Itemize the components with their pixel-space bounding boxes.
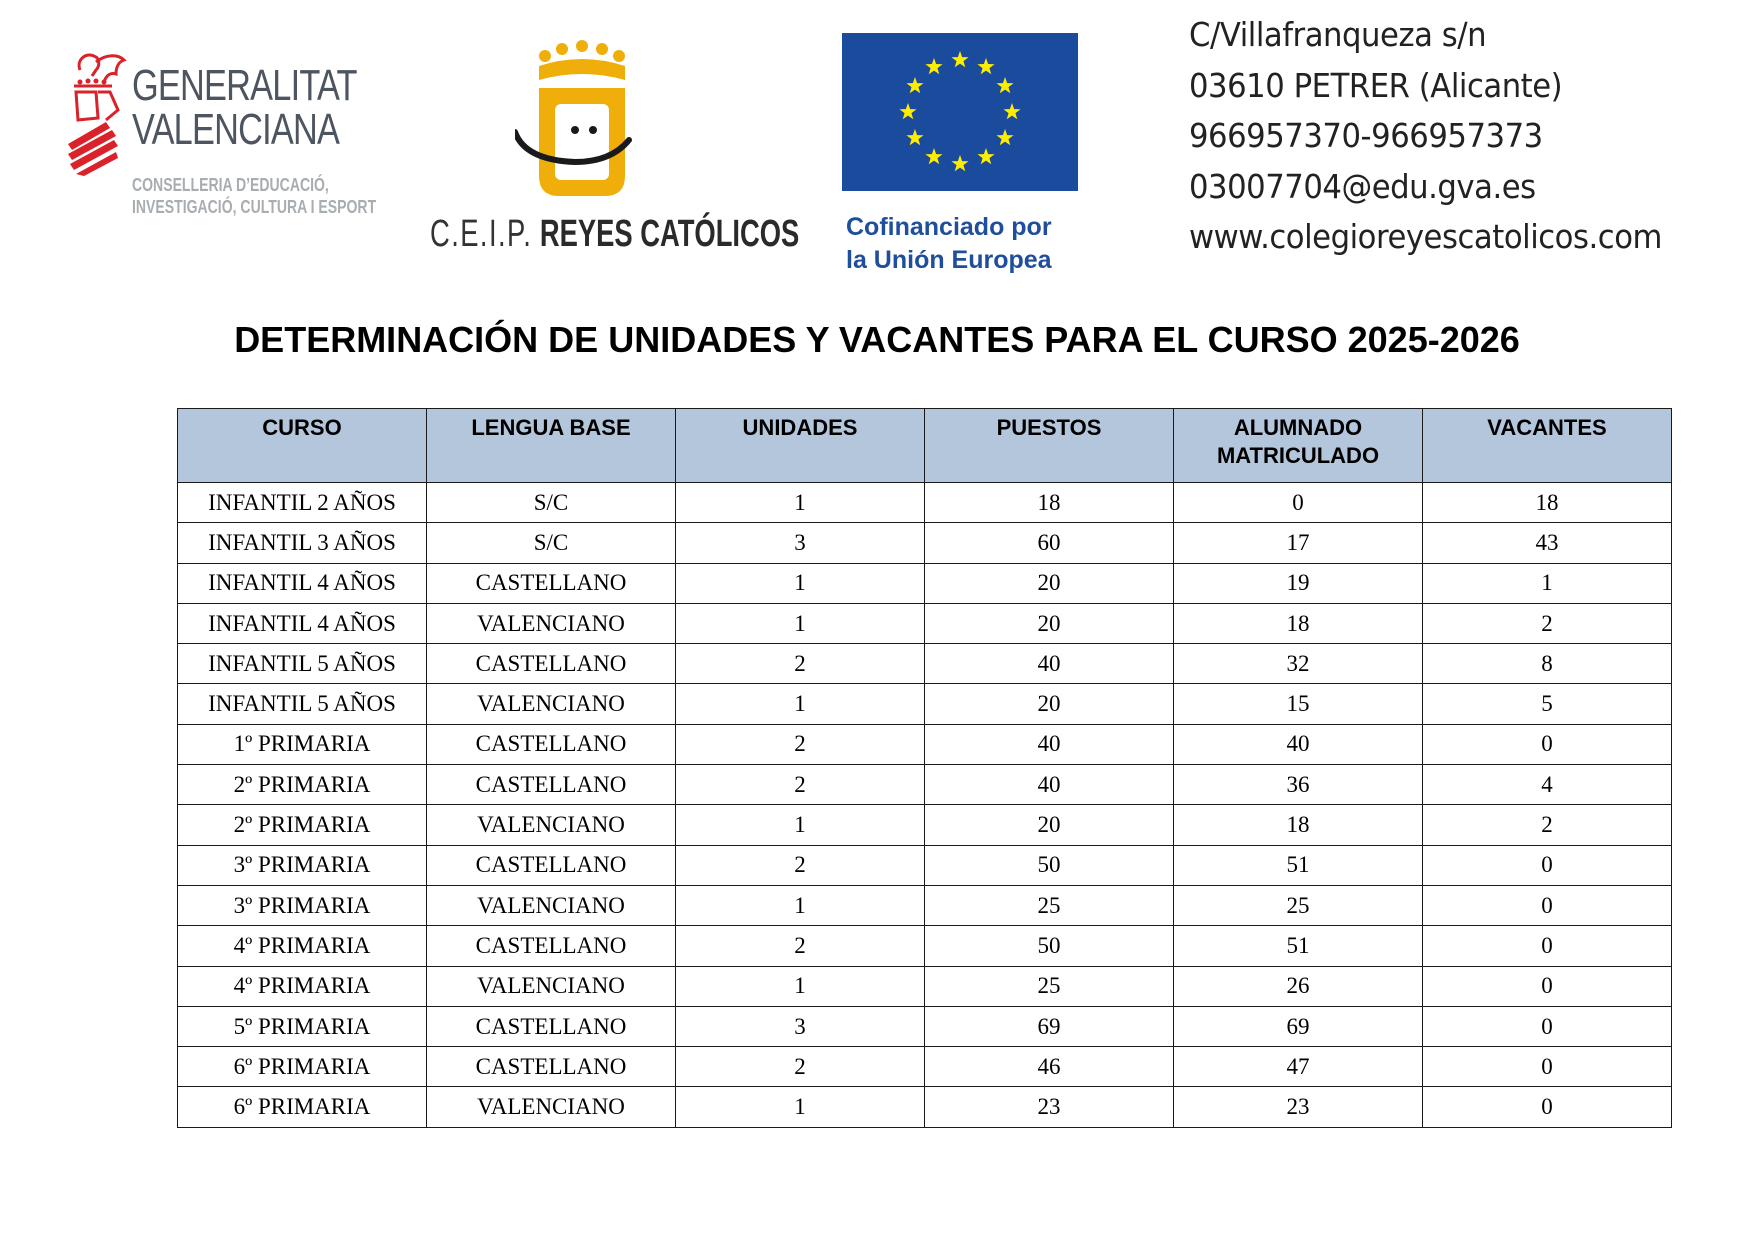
table-cell: 36 [1174, 765, 1423, 805]
table-cell: 1 [676, 603, 925, 643]
table-cell: 8 [1423, 644, 1672, 684]
contact-website[interactable]: www.colegioreyescatolicos.com [1189, 217, 1662, 256]
table-row [178, 603, 1672, 643]
gva-department [132, 174, 376, 218]
table-row [178, 1087, 1672, 1127]
table-cell: 2 [676, 765, 925, 805]
table-cell: 1 [676, 805, 925, 845]
table-cell: 1 [676, 483, 925, 523]
table-cell: VALENCIANO [427, 603, 676, 643]
table-row [178, 563, 1672, 603]
column-header-label: VACANTES [1487, 415, 1607, 440]
table-cell: 26 [1174, 966, 1423, 1006]
gva-name-line1: GENERALITAT [132, 61, 357, 110]
table-cell: 3º PRIMARIA [178, 885, 427, 925]
table-cell: INFANTIL 3 AÑOS [178, 523, 427, 563]
table-row [178, 1006, 1672, 1046]
eu-flag-icon [842, 33, 1078, 191]
table-cell: 20 [925, 805, 1174, 845]
table-cell: 4º PRIMARIA [178, 966, 427, 1006]
column-header-label: LENGUA BASE [471, 415, 631, 440]
table-cell: 3 [676, 523, 925, 563]
table-cell: 1 [676, 966, 925, 1006]
table-cell: 3º PRIMARIA [178, 845, 427, 885]
school-logo [420, 36, 800, 266]
table-cell: 51 [1174, 926, 1423, 966]
table-cell: 23 [925, 1087, 1174, 1127]
table-cell: CASTELLANO [427, 845, 676, 885]
table-cell: INFANTIL 5 AÑOS [178, 644, 427, 684]
contact-phones: 966957370-966957373 [1189, 116, 1543, 155]
table-cell: 6º PRIMARIA [178, 1087, 427, 1127]
table-cell: CASTELLANO [427, 765, 676, 805]
table-row [178, 483, 1672, 523]
table-cell: 0 [1174, 483, 1423, 523]
table-cell: VALENCIANO [427, 805, 676, 845]
contact-email[interactable]: 03007704@edu.gva.es [1189, 166, 1536, 206]
table-cell: 4 [1423, 765, 1672, 805]
gva-department-line1: CONSELLERIA D’EDUCACIÓ, [132, 175, 329, 195]
table-row [178, 523, 1672, 563]
table-body [178, 483, 1672, 1128]
table-cell: 2 [676, 1047, 925, 1087]
page-title: DETERMINACIÓN DE UNIDADES Y VACANTES PARA EL CURSO 2025-2026 [234, 319, 1520, 360]
table-cell: 2 [676, 926, 925, 966]
table-row [178, 966, 1672, 1006]
table-row [178, 885, 1672, 925]
table-cell: 0 [1423, 724, 1672, 764]
table-row [178, 724, 1672, 764]
table-header-row [178, 409, 1672, 483]
column-header-label: UNIDADES [742, 415, 858, 440]
table-cell: INFANTIL 4 AÑOS [178, 603, 427, 643]
column-header-label: MATRICULADO [1216, 443, 1380, 468]
table-cell: 43 [1423, 523, 1672, 563]
eu-text-line2: la Unión Europea [846, 246, 1052, 274]
contact-info [1189, 10, 1698, 263]
column-header [676, 409, 925, 483]
table-row [178, 926, 1672, 966]
valencia-shield-icon [66, 48, 128, 178]
table-row [178, 765, 1672, 805]
column-header-label: CURSO [262, 415, 342, 440]
table-cell: 0 [1423, 885, 1672, 925]
table-cell: VALENCIANO [427, 684, 676, 724]
table-cell: 18 [1174, 603, 1423, 643]
table-cell: 40 [925, 724, 1174, 764]
school-name-main: REYES CATÓLICOS [539, 213, 800, 255]
table-cell: 20 [925, 603, 1174, 643]
table-cell: 0 [1423, 926, 1672, 966]
table-cell: 19 [1174, 563, 1423, 603]
table-cell: 2 [1423, 805, 1672, 845]
table-cell: 0 [1423, 1006, 1672, 1046]
column-header [925, 409, 1174, 483]
table-cell: 69 [925, 1006, 1174, 1046]
table-row [178, 845, 1672, 885]
table-cell: 5 [1423, 684, 1672, 724]
column-header [1423, 409, 1672, 483]
school-name-prefix: C.E.I.P. [430, 213, 533, 255]
table-cell: VALENCIANO [427, 885, 676, 925]
table-cell: 40 [1174, 724, 1423, 764]
table-row [178, 684, 1672, 724]
table-cell: 2 [676, 845, 925, 885]
column-header [178, 409, 427, 483]
table-cell: INFANTIL 5 AÑOS [178, 684, 427, 724]
table-cell: INFANTIL 4 AÑOS [178, 563, 427, 603]
table-cell: 1 [676, 1087, 925, 1127]
column-header-label: ALUMNADO [1233, 415, 1363, 440]
table-cell: 18 [925, 483, 1174, 523]
table-cell: 0 [1423, 1047, 1672, 1087]
contact-city: 03610 PETRER (Alicante) [1189, 65, 1563, 105]
table-cell: CASTELLANO [427, 1006, 676, 1046]
table-cell: S/C [427, 523, 676, 563]
table-cell: 51 [1174, 845, 1423, 885]
table-cell: VALENCIANO [427, 1087, 676, 1127]
table-cell: 6º PRIMARIA [178, 1047, 427, 1087]
column-header [427, 409, 676, 483]
table-cell: CASTELLANO [427, 724, 676, 764]
table-cell: CASTELLANO [427, 1047, 676, 1087]
table-cell: 20 [925, 563, 1174, 603]
table-cell: CASTELLANO [427, 644, 676, 684]
table-cell: 5º PRIMARIA [178, 1006, 427, 1046]
vacancies-table [177, 408, 1672, 1128]
gva-name [132, 61, 357, 154]
table-cell: 1 [676, 684, 925, 724]
table-cell: 20 [925, 684, 1174, 724]
table-cell: 40 [925, 765, 1174, 805]
table-cell: CASTELLANO [427, 563, 676, 603]
table-cell: 47 [1174, 1047, 1423, 1087]
school-crown-face-icon [515, 36, 645, 206]
table-cell: 32 [1174, 644, 1423, 684]
table-cell: 2º PRIMARIA [178, 805, 427, 845]
table-cell: 23 [1174, 1087, 1423, 1127]
table-cell: 69 [1174, 1006, 1423, 1046]
table-cell: 4º PRIMARIA [178, 926, 427, 966]
table-cell: 60 [925, 523, 1174, 563]
table-cell: 18 [1423, 483, 1672, 523]
table-cell: 40 [925, 644, 1174, 684]
eu-text-line1: Cofinanciado por [846, 213, 1052, 241]
table-cell: 50 [925, 845, 1174, 885]
table-cell: 2º PRIMARIA [178, 765, 427, 805]
table-row [178, 644, 1672, 684]
table-cell: 17 [1174, 523, 1423, 563]
column-header-label: PUESTOS [996, 415, 1102, 440]
table-cell: 2 [1423, 603, 1672, 643]
table-cell: 1 [676, 563, 925, 603]
table-cell: 2 [676, 644, 925, 684]
column-header [1174, 409, 1423, 483]
table-cell: 3 [676, 1006, 925, 1046]
gva-department-line2: INVESTIGACIÓ, CULTURA I ESPORT [132, 197, 377, 217]
table-cell: VALENCIANO [427, 966, 676, 1006]
table-cell: S/C [427, 483, 676, 523]
table-cell: 25 [925, 885, 1174, 925]
table-cell: 25 [1174, 885, 1423, 925]
table-cell: 0 [1423, 845, 1672, 885]
table-cell: 50 [925, 926, 1174, 966]
table-cell: 15 [1174, 684, 1423, 724]
table-cell: 46 [925, 1047, 1174, 1087]
table-cell: 18 [1174, 805, 1423, 845]
table-cell: INFANTIL 2 AÑOS [178, 483, 427, 523]
table-cell: 0 [1423, 966, 1672, 1006]
table-cell: 1 [1423, 563, 1672, 603]
table-cell: 2 [676, 724, 925, 764]
table-row [178, 805, 1672, 845]
table-cell: 0 [1423, 1087, 1672, 1127]
table-row [178, 1047, 1672, 1087]
generalitat-valenciana-logo [66, 48, 386, 228]
table-cell: CASTELLANO [427, 926, 676, 966]
table-cell: 1 [676, 885, 925, 925]
gva-name-line2: VALENCIANA [132, 105, 340, 154]
table-cell: 25 [925, 966, 1174, 1006]
contact-address: C/Villafranqueza s/n [1189, 15, 1487, 54]
eu-text [846, 211, 1052, 277]
eu-cofinancing-logo [842, 33, 1082, 283]
school-name [430, 214, 799, 254]
table-cell: 1º PRIMARIA [178, 724, 427, 764]
